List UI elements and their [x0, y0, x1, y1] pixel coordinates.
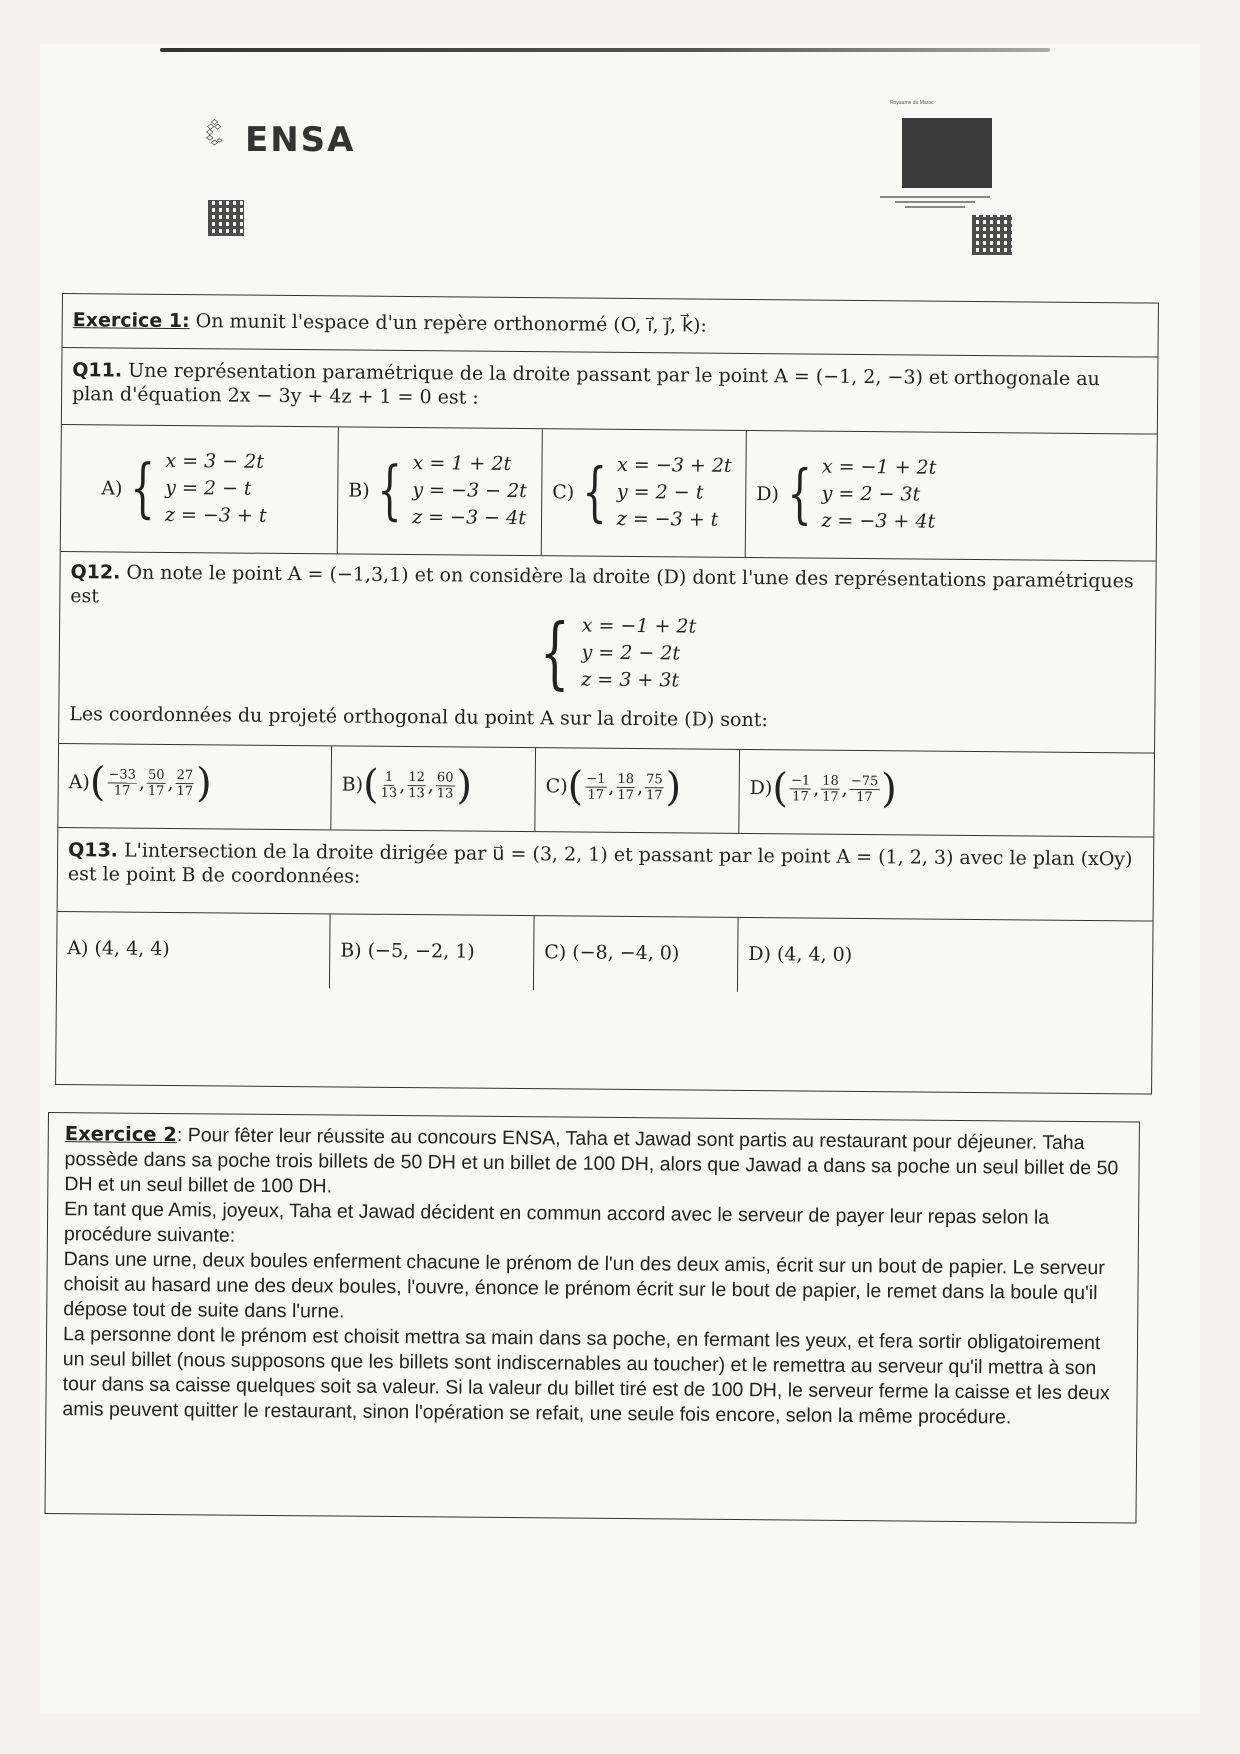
- q13-option-b[interactable]: [330, 914, 535, 990]
- q13-text: L'intersection de la droite dirigée par u⃗ = (3, 2, 1) et passant par le point A = (1, 2, 3) avec le plan (xOy) est le point B de coordonnées:: [67, 839, 1133, 888]
- q12-text: On note le point A = (−1,3,1) et on considère la droite (D) dont l'une des représentations paramétriques est: [70, 561, 1134, 608]
- fraction: $\frac{60}{13}$: [436, 769, 454, 801]
- exercise-2-paragraph: Dans une urne, deux boules enferment chacune le prénom de l'un des deux amis, écrit sur un bout de papier. Le serveur choisit au hasard une des deux boules, l'ouvre, énonce le prénom écrit sur le bout de papier, le remet dans la boule qu'il dépose tout de suite dans l'urne.: [63, 1248, 1105, 1323]
- exercise-2-box: [44, 1112, 1139, 1524]
- fraction: $\frac{-75}{17}$: [850, 773, 879, 805]
- exercise-2-paragraph: La personne dont le prénom est choisit mettra sa main dans sa poche, en fermant les yeux, et fera sortir obligatoirement un seul billet (nous supposons que les billets sont indiscernables au toucher) et le remettra au serveur qu'il mettra à son tour dans sa caisse quelques soit sa valeur. Si la valeur du billet tiré est de 100 DH, le serveur ferme la caisse et les deux amis peuvent quitter le restaurant, sinon l'opération se refait, une seule fois encore, selon la même procédure.: [62, 1323, 1110, 1429]
- fraction: $\frac{12}{13}$: [408, 769, 425, 801]
- q13-options-row: [57, 912, 1153, 996]
- equation-line: z = 3 + 3t: [581, 668, 680, 692]
- equation-line: y = 2 − 2t: [581, 641, 681, 665]
- q12-option-letter: B): [341, 773, 364, 796]
- q12-row: [59, 552, 1156, 754]
- fraction: $\frac{-33}{17}$: [108, 766, 137, 799]
- q11-option-d[interactable]: D) { x = −1 + 2t y = 2 − 3t z = −3 + 4t: [746, 431, 1157, 561]
- equation-line: y = −3 − 2t: [412, 479, 527, 503]
- exercise-2-paragraph: : Pour fêter leur réussite au concours ENSA, Taha et Jawad sont partis au restaurant pour déjeuner. Taha possède dans sa poche trois billets de 50 DH et un billet de 100 DH, alors que Jawad a dans sa poche un seul billet de 50 DH et un seul billet de 100 DH.: [64, 1124, 1119, 1198]
- exercise-1-intro: On munit l'espace d'un repère orthonormé (O, i⃗, j⃗, k⃗):: [195, 310, 707, 337]
- qr-code-left: [208, 200, 244, 236]
- fraction: $\frac{27}{17}$: [176, 767, 194, 799]
- exercise-2-label: Exercice 2: [64, 1122, 178, 1147]
- exercise-1-box: [55, 293, 1159, 1095]
- fraction: $\frac{50}{17}$: [147, 767, 165, 799]
- q13-option-a[interactable]: [57, 912, 331, 988]
- q12-option-c[interactable]: C) ( $\frac{-1}{17}$ , $\frac{18}{17}$ , $\frac{75}{17}$ ): [535, 748, 740, 833]
- q13-row: [58, 828, 1154, 922]
- fraction: $\frac{1}{13}$: [380, 769, 398, 801]
- q12-system: { x = −1 + 2t y = 2 − 2t z = 3 + 3t: [539, 607, 697, 698]
- equation-line: x = −3 + 2t: [617, 453, 732, 477]
- q12-option-d[interactable]: D) ( $\frac{-1}{17}$ , $\frac{18}{17}$ , $\frac{-75}{17}$ ): [749, 765, 898, 813]
- equation-line: x = −1 + 2t: [821, 455, 937, 479]
- q11-option-letter: B): [348, 479, 370, 502]
- q11-option-letter: D): [756, 482, 780, 505]
- q13-option-c[interactable]: [534, 916, 739, 992]
- q11-options-row: [61, 425, 1157, 562]
- top-rule: [160, 48, 1050, 52]
- equation-line: x = 1 + 2t: [412, 452, 512, 475]
- fraction: $\frac{-1}{17}$: [790, 772, 811, 805]
- q12-label: Q12.: [70, 561, 121, 584]
- q12-question: Les coordonnées du projeté orthogonal du point A sur la droite (D) sont:: [69, 703, 768, 732]
- equation-line: x = −1 + 2t: [581, 614, 697, 638]
- q11-option-letter: A): [101, 476, 123, 500]
- q13-option-text: D) (4, 4, 0): [748, 943, 853, 966]
- q11-label: Q11.: [72, 359, 123, 382]
- institution-seal: [902, 118, 992, 188]
- fraction: $\frac{18}{17}$: [822, 773, 839, 805]
- equation-line: z = −3 + t: [616, 507, 719, 531]
- logo-text: ENSA: [245, 120, 356, 160]
- equation-line: z = −3 + 4t: [821, 509, 936, 533]
- q11-option-letter: C): [552, 480, 575, 503]
- q13-option-d[interactable]: [738, 918, 1153, 996]
- equation-line: y = 2 − t: [165, 476, 252, 500]
- q11-option-c[interactable]: C) { x = −3 + 2t y = 2 − t z = −3 + t: [542, 429, 747, 557]
- q12-option-a[interactable]: A) ( $\frac{-33}{17}$ , $\frac{50}{17}$ , $\frac{27}{17}$ ): [58, 744, 332, 829]
- exercise-2-intro: [64, 1121, 1125, 1206]
- equation-line: z = −3 − 4t: [412, 506, 526, 530]
- equation-line: z = −3 + t: [164, 503, 267, 527]
- q12-option-letter: A): [68, 771, 90, 794]
- equation-line: y = 2 − 3t: [821, 482, 921, 506]
- exercise-2-paragraph: En tant que Amis, joyeux, Taha et Jawad décident en commun accord avec le serveur de payer leur repas selon la procédure suivante:: [63, 1198, 1050, 1247]
- equation-line: y = 2 − t: [616, 480, 704, 504]
- exercise-1-title-row: [63, 294, 1158, 358]
- seal-text-lines: [875, 193, 995, 211]
- q12-option-letter: C): [545, 775, 568, 798]
- exercise-1-label: Exercice 1:: [72, 309, 190, 333]
- q13-option-text: B) (−5, −2, 1): [340, 939, 475, 963]
- equation-line: x = 3 − 2t: [165, 449, 265, 473]
- q11-row: [62, 348, 1158, 435]
- q13-option-text: C) (−8, −4, 0): [544, 941, 680, 965]
- fraction: $\frac{-1}{17}$: [586, 771, 606, 803]
- q12-option-letter: D): [749, 777, 773, 800]
- q13-label: Q13.: [68, 839, 119, 862]
- q12-option-b[interactable]: B) ( $\frac{1}{13}$ , $\frac{12}{13}$ , $\frac{60}{13}$ ): [331, 746, 536, 831]
- seal-caption: Royaume du Maroc: [890, 100, 934, 106]
- fraction: $\frac{18}{17}$: [617, 771, 635, 803]
- q11-option-b[interactable]: B) { x = 1 + 2t y = −3 − 2t z = −3 − 4t: [338, 427, 543, 555]
- fraction: $\frac{75}{17}$: [645, 771, 663, 803]
- q11-text: Une représentation paramétrique de la droite passant par le point A = (−1, 2, −3) et orthogonale au plan d'équation 2x − 3y + 4z + 1 = 0 est :: [72, 359, 1100, 409]
- q13-option-text: A) (4, 4, 4): [67, 937, 170, 960]
- q12-options-row: [58, 744, 1154, 838]
- q11-option-a[interactable]: A) { x = 3 − 2t y = 2 − t z = −3 + t: [61, 425, 339, 553]
- qr-code-right: [972, 215, 1012, 255]
